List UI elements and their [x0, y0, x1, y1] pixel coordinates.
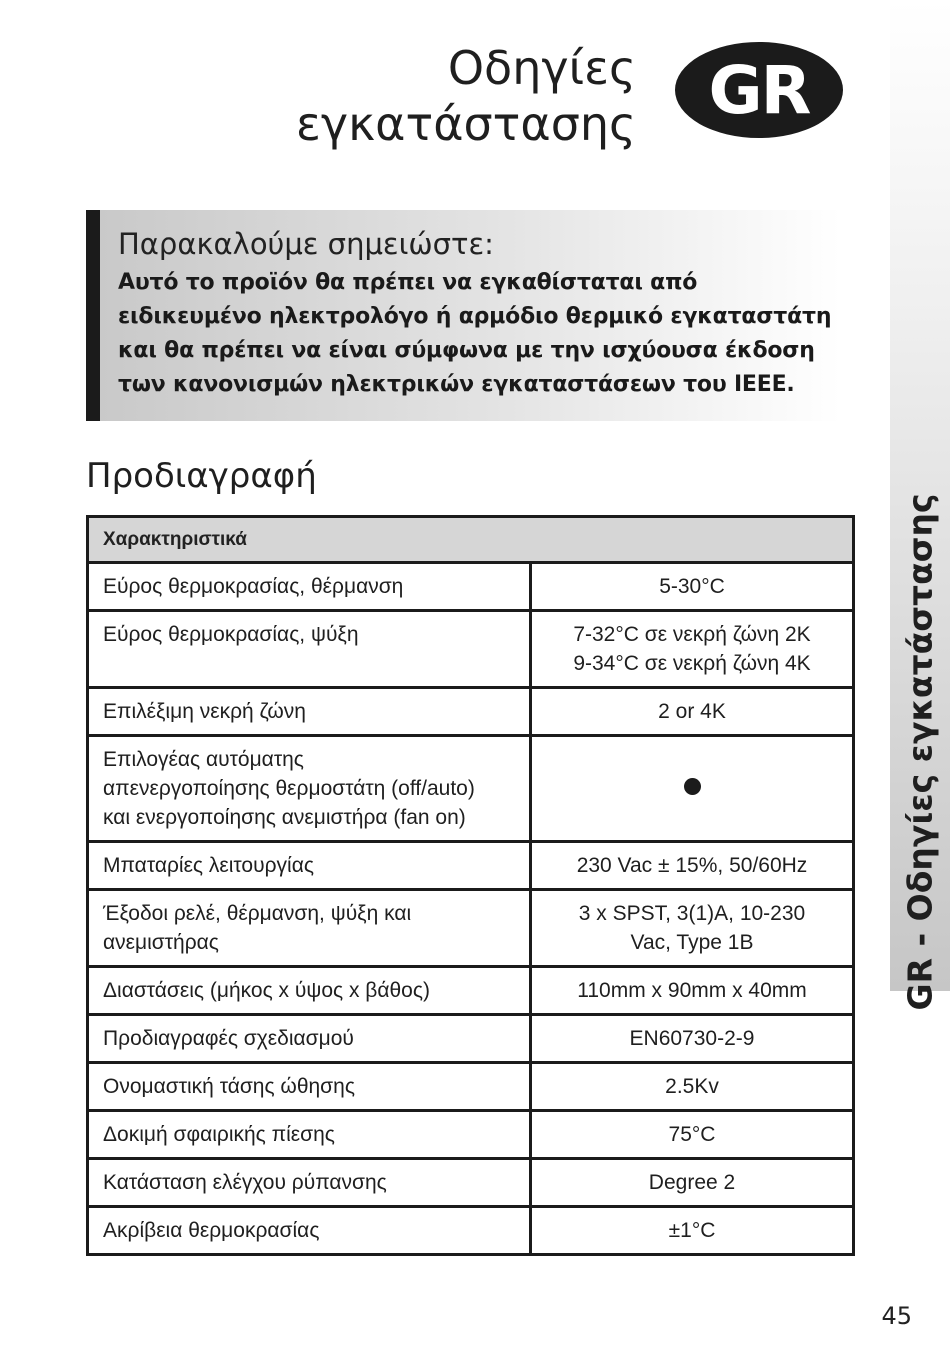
- spec-value: [531, 736, 854, 842]
- spec-label: [88, 1015, 531, 1063]
- spec-label-line: Κατάσταση ελέγχου ρύπανσης: [103, 1171, 387, 1194]
- spec-value: [531, 1015, 854, 1063]
- table-row: [88, 688, 854, 736]
- table-row: [88, 1207, 854, 1255]
- table-row: [88, 1015, 854, 1063]
- notice-text: [118, 266, 841, 402]
- spec-label: [88, 890, 531, 967]
- spec-value-line: Degree 2: [648, 1171, 736, 1194]
- spec-label-line: απενεργοποίησης θερμοστάτη (off/auto): [103, 777, 475, 800]
- spec-label-line: Επιλέξιμη νεκρή ζώνη: [103, 700, 306, 723]
- spec-value: [531, 890, 854, 967]
- notice-box: [86, 210, 841, 421]
- spec-value-line: 2 or 4K: [658, 700, 726, 723]
- spec-label: [88, 842, 531, 890]
- spec-label-line: Προδιαγραφές σχεδιασμού: [103, 1027, 354, 1050]
- spec-value-line: 230 Vac ± 15%, 50/60Hz: [576, 854, 808, 877]
- spec-value: [531, 1207, 854, 1255]
- notice-line: Αυτό το προϊόν θα πρέπει να εγκαθίσταται από: [118, 270, 698, 295]
- spec-value: [531, 611, 854, 688]
- table-row: [88, 967, 854, 1015]
- spec-value: [531, 1063, 854, 1111]
- spec-label-line: Έξοδοι ρελέ, θέρμανση, ψύξη και: [103, 902, 412, 925]
- table-row: [88, 611, 854, 688]
- spec-value-line: 5-30°C: [659, 575, 725, 598]
- page-title: [296, 40, 636, 152]
- spec-label: [88, 736, 531, 842]
- title-line-1: Οδηγίες: [447, 41, 636, 95]
- spec-label: [88, 563, 531, 611]
- language-badge: GR: [675, 42, 843, 138]
- filled-circle-icon: [684, 778, 701, 795]
- spec-label: [88, 1063, 531, 1111]
- spec-label: [88, 967, 531, 1015]
- spec-value-line: Vac, Type 1B: [630, 931, 754, 954]
- spec-value-line: EN60730-2-9: [629, 1027, 755, 1050]
- notice-line: ειδικευμένο ηλεκτρολόγο ή αρμόδιο θερμικό εγκαταστάτη: [118, 304, 832, 329]
- spec-value: [531, 842, 854, 890]
- spec-label-line: και ενεργοποίησης ανεμιστήρα (fan on): [103, 806, 466, 829]
- table-header-row: [88, 517, 854, 563]
- table-row: [88, 563, 854, 611]
- spec-value-line: 9-34°C σε νεκρή ζώνη 4K: [573, 652, 811, 675]
- spec-label: [88, 1111, 531, 1159]
- page-number: 45: [881, 1302, 912, 1330]
- spec-label-line: Δοκιμή σφαιρικής πίεσης: [103, 1123, 335, 1146]
- table-row: [88, 842, 854, 890]
- spec-value: [531, 563, 854, 611]
- spec-heading: Προδιαγραφή: [86, 456, 317, 496]
- spec-value-line: 110mm x 90mm x 40mm: [577, 979, 807, 1002]
- spec-label: [88, 1159, 531, 1207]
- table-row: [88, 736, 854, 842]
- spec-label-line: ανεμιστήρας: [103, 931, 219, 954]
- spec-table: [86, 515, 855, 1256]
- spec-value-line: ±1°C: [668, 1219, 716, 1242]
- spec-value: [531, 1159, 854, 1207]
- spec-label: [88, 688, 531, 736]
- title-line-2: εγκατάστασης: [295, 97, 636, 151]
- spec-label: [88, 1207, 531, 1255]
- notice-heading: Παρακαλούμε σημειώστε:: [118, 227, 494, 261]
- spec-value-line: 7-32°C σε νεκρή ζώνη 2K: [573, 623, 811, 646]
- notice-line: των κανονισμών ηλεκτρικών εγκαταστάσεων του IEEE.: [118, 372, 795, 397]
- spec-label-line: Εύρος θερμοκρασίας, ψύξη: [103, 623, 359, 646]
- notice-line: και θα πρέπει να είναι σύμφωνα με την ισχύουσα έκδοση: [118, 338, 815, 363]
- spec-label-line: Ακρίβεια θερμοκρασίας: [103, 1219, 320, 1242]
- spec-label-line: Εύρος θερμοκρασίας, θέρμανση: [103, 575, 404, 598]
- side-tab-label: GR - Οδηγίες εγκατάστασης: [900, 493, 940, 1011]
- spec-value-line: 75°C: [668, 1123, 716, 1146]
- spec-label-line: Μπαταρίες λειτουργίας: [103, 854, 314, 877]
- spec-label-line: Διαστάσεις (μήκος x ύψος x βάθος): [103, 979, 430, 1002]
- table-row: [88, 1111, 854, 1159]
- table-row: [88, 890, 854, 967]
- table-header: Χαρακτηριστικά: [88, 517, 854, 563]
- spec-value: [531, 1111, 854, 1159]
- spec-value-line: 3 x SPST, 3(1)A, 10-230: [578, 902, 806, 925]
- spec-value-line: 2.5Kv: [665, 1075, 719, 1098]
- spec-label-line: Ονομαστική τάσης ώθησης: [103, 1075, 355, 1098]
- table-row: [88, 1063, 854, 1111]
- spec-value: [531, 967, 854, 1015]
- spec-label: [88, 611, 531, 688]
- spec-value: [531, 688, 854, 736]
- spec-table-body: [88, 563, 854, 1255]
- spec-label-line: Επιλογέας αυτόματης: [103, 748, 304, 771]
- table-row: [88, 1159, 854, 1207]
